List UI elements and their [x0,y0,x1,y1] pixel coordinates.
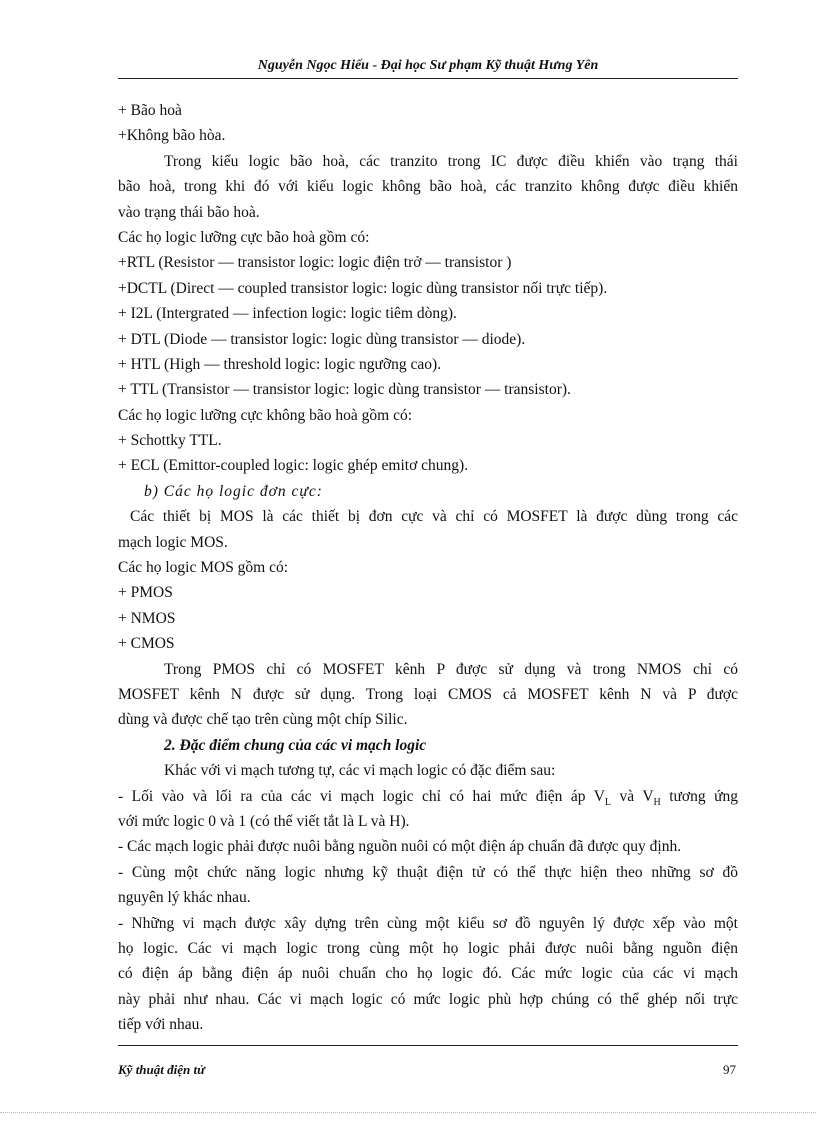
list-item: + TTL (Transistor — transistor logic: logic dùng transistor — transistor). [118,381,571,399]
paragraph-line: - Các mạch logic phải được nuôi bằng nguồn nuôi có một điện áp chuẩn đã được quy định. [118,838,682,856]
list-item: + DTL (Diode — transistor logic: logic dùng transistor — diode). [118,330,526,348]
paragraph-line: Khác với vi mạch tương tự, các vi mạch logic có đặc điểm sau: [164,762,556,780]
list-item: +DCTL (Direct — coupled transistor logic: logic dùng transistor nối trực tiếp). [118,279,608,297]
paragraph-line: với mức logic 0 và 1 (có thể viết tắt là L và H). [118,812,410,830]
paragraph-line: Trong PMOS chỉ có MOSFET kênh P được sử dụng và trong NMOS chỉ có [164,660,738,678]
paragraph-line: mạch logic MOS. [118,533,228,551]
subscript-h: H [653,796,661,808]
line-text: và V [611,787,654,805]
list-item: + CMOS [118,635,175,653]
paragraph-line: dùng và được chế tạo trên cùng một chíp Silic. [118,711,408,729]
paragraph-line: nguyên lý khác nhau. [118,889,251,907]
paragraph-line: - Những vi mạch được xây dựng trên cùng một kiểu sơ đồ nguyên lý được xếp vào một [118,914,738,932]
paragraph-line: MOSFET kênh N được sử dụng. Trong loại CMOS cả MOSFET kênh N và P được [118,685,738,703]
list-item: + ECL (Emittor-coupled logic: logic ghép emitơ chung). [118,457,469,475]
document-body [118,98,738,1037]
text-line: + Bão hoà [118,102,182,119]
paragraph-line [118,784,738,809]
line-text: tương ứng [660,787,738,805]
paragraph-line: tiếp với nhau. [118,1016,204,1034]
text-line: Các họ logic MOS gồm có: [118,559,289,577]
paragraph-line: có điện áp bằng điện áp nuôi chuẩn cho họ logic đó. Các mức logic của các vi mạch [118,965,738,983]
list-item: + PMOS [118,584,173,602]
paragraph-line: vào trạng thái bão hoà. [118,203,260,221]
section-heading: 2. Đặc điểm chung của các vi mạch logic [164,736,427,754]
paragraph-line: bão hoà, trong khi đó với kiểu logic không bão hoà, các tranzito không được điều khiển [118,178,738,196]
footer-title: Kỹ thuật điện tử [118,1062,205,1077]
text-line: Các họ logic lưỡng cực không bão hoà gồm có: [118,406,413,424]
paragraph-line: - Cùng một chức năng logic nhưng kỹ thuật điện tử có thể thực hiện theo những sơ đồ [118,863,738,881]
list-item: + Schottky TTL. [118,432,222,450]
text-line: Các họ logic lưỡng cực bão hoà gồm có: [118,228,370,246]
footer-rule [118,1045,738,1046]
list-item: + I2L (Intergrated — infection logic: logic tiêm dòng). [118,305,457,323]
list-item: +RTL (Resistor — transistor logic: logic điện trở — transistor ) [118,254,512,272]
subscript-l: L [604,796,612,808]
list-item: + HTL (High — threshold logic: logic ngưỡng cao). [118,355,442,373]
subsection-heading: b) Các họ logic đơn cực: [144,482,323,500]
paragraph-line: họ logic. Các vi mạch logic trong cùng một họ logic phải được nuôi bằng nguồn điện [118,939,738,957]
header-rule [118,78,738,79]
paragraph-line: Các thiết bị MOS là các thiết bị đơn cực và chỉ có MOSFET là được dùng trong các [130,508,738,526]
text-line: +Không bão hòa. [118,127,226,145]
page-edge-divider [0,1112,816,1113]
line-text: - Lối vào và lối ra của các vi mạch logic chỉ có hai mức điện áp V [118,787,605,805]
page-number: 97 [723,1062,736,1077]
list-item: + NMOS [118,609,176,627]
paragraph-line: này phải như nhau. Các vi mạch logic có mức logic phù hợp chúng có thể ghép nối trực [118,990,738,1008]
page-header: Nguyễn Ngọc Hiếu - Đại học Sư phạm Kỹ thuật Hưng Yên [257,58,599,73]
paragraph-line: Trong kiểu logic bão hoà, các tranzito trong IC được điều khiển vào trạng thái [164,152,738,170]
